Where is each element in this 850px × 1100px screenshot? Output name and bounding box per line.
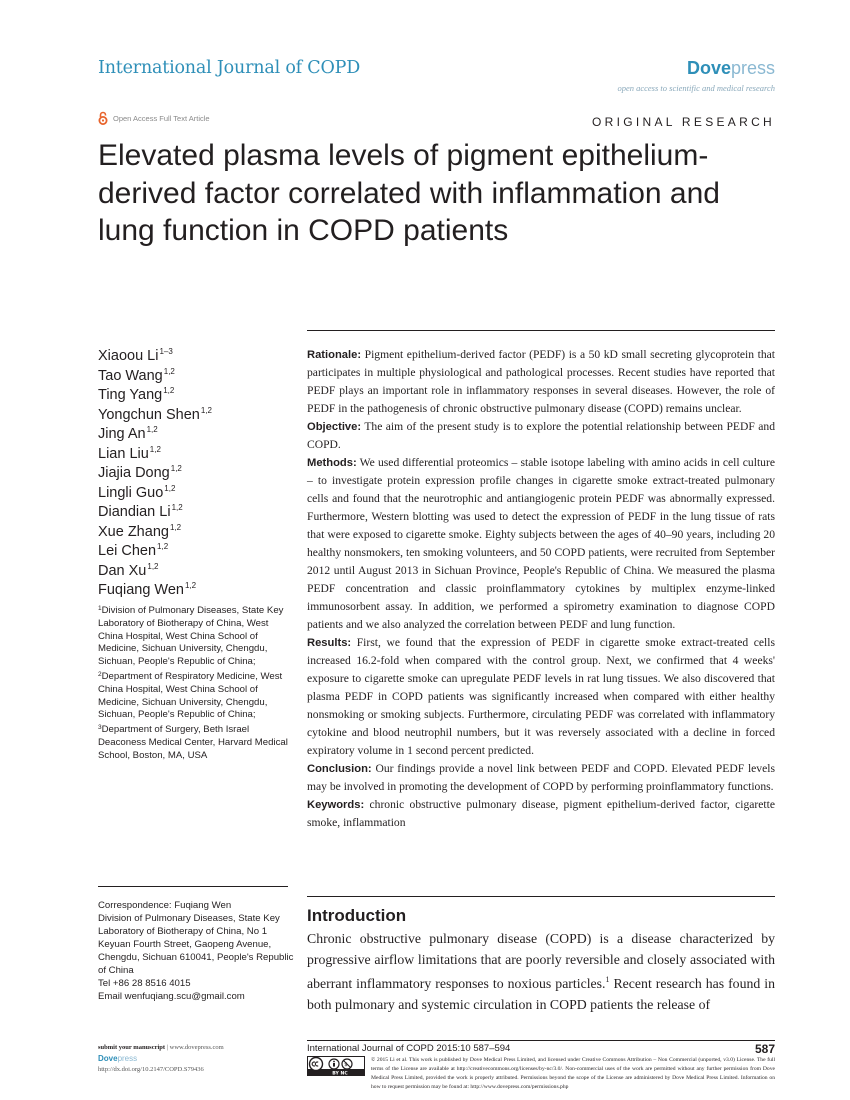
doi-link[interactable]: http://dx.doi.org/10.2147/COPD.S79436 bbox=[98, 1066, 204, 1073]
author-name: Dan Xu bbox=[98, 562, 147, 579]
abstract bbox=[307, 346, 775, 832]
article-title: Elevated plasma levels of pigment epithelium-derived factor correlated with inflammation and lung function in COPD patients bbox=[98, 139, 720, 247]
author-name: Yongchun Shen bbox=[98, 406, 200, 423]
author-affiliation-ref: 1,2 bbox=[147, 561, 159, 571]
affiliation-number: 2 bbox=[98, 670, 102, 678]
affiliation-block bbox=[98, 603, 296, 763]
affiliation-text: Department of Surgery, Beth Israel Deaconess Medical Center, Harvard Medical School, Boston, MA, USA bbox=[98, 724, 288, 761]
methods-label: Methods: bbox=[307, 457, 357, 469]
affiliations bbox=[98, 603, 296, 763]
affiliation-number: 3 bbox=[98, 724, 102, 732]
abstract-top-rule bbox=[307, 330, 775, 331]
author-name: Ting Yang bbox=[98, 387, 163, 403]
keywords-text: chronic obstructive pulmonary disease, pigment epithelium-derived factor, cigarette smoke, inflammation bbox=[307, 798, 775, 829]
submit-url[interactable]: www.dovepress.com bbox=[169, 1044, 224, 1051]
introduction-rule bbox=[307, 896, 775, 897]
results-text: First, we found that the expression of PEDF in cigarette smoke extract-treated cells increased 16.2-fold when compared with the control group. Next, we confirmed that 4 weeks' exposure to cigarette smoke can upregulate PEDF levels in rat lung tissues. We also discovered that plasma PEDF in COPD patients was significantly increased when compared with either healthy nonsmoking or smoking subjects. Furthermore, circulating PEDF was correlated with inflammatory cytokine and blood neutrophil numbers, but it was reversely associated with a decline in forced expiratory volume in 1 second percent predicted. bbox=[307, 636, 775, 757]
author-name: Diandian Li bbox=[98, 504, 171, 520]
intro-text-part: Chronic obstructive pulmonary disease (COPD) is a disease characterized by progressive airflow limitations that are poorly reversible and closely associated with aberrant inflammatory responses to noxious particles. bbox=[307, 931, 775, 991]
abstract-methods bbox=[307, 454, 775, 634]
introduction-heading: Introduction bbox=[307, 906, 407, 925]
correspondence-phone: Tel +86 28 8516 4015 bbox=[98, 978, 191, 989]
cc-badge-label: BY NC bbox=[332, 1071, 348, 1076]
creative-commons-icon[interactable] bbox=[307, 1056, 365, 1076]
affiliation-text: Department of Respiratory Medicine, West China Hospital, West China School of Medicine, Sichuan University, Chengdu, Sichuan, People's Republic of China; bbox=[98, 670, 283, 721]
author-name: Xiaoou Li bbox=[98, 348, 159, 364]
author-affiliation-ref: 1,2 bbox=[170, 464, 182, 473]
author-affiliation-ref: 1,2 bbox=[149, 444, 161, 454]
journal-citation: International Journal of COPD 2015:10 587–594 bbox=[307, 1043, 511, 1054]
affiliation-text: Division of Pulmonary Diseases, State Key Laboratory of Biotherapy of China, West China Hospital, West China School of Medicine, Sichuan University, Chengdu, Sichuan, People's Republic of China; bbox=[98, 605, 284, 668]
journal-name: International Journal of COPD bbox=[98, 58, 361, 78]
page-number: 587 bbox=[754, 1042, 775, 1056]
author-item bbox=[98, 362, 212, 382]
author-name: Lei Chen bbox=[98, 543, 157, 559]
footer-logo-press: press bbox=[117, 1054, 138, 1063]
methods-text: We used differential proteomics – stable isotope labeling with amino acids in cell culture – to investigate protein expression profile changes in cigarette smoke extract-treated pulmonary cells and found that the neurotrophic and antiangiogenic protein PEDF was abnormally expressed. Furthermore, Western blotting was used to detect the expression of PEDF in the lung tissue of rats that were exposed to cigarette smoke. Eighty subjects between the ages of 40–90 years, including 20 healthy nonsmokers, ten smoking volunteers, and 50 COPD patients, were recruited from September 2012 until August 2013 in Sichuan Province, People's Republic of China. We measured the plasma PEDF concentration and classic proinflammatory cytokines by multiplex enzyme-linked immunosorbent assay. In addition, we performed a spirometry examination to diagnose COPD patients and we also analyzed the correlation between PEDF and lung function. bbox=[307, 456, 775, 631]
publisher-tagline: open access to scientific and medical research bbox=[617, 83, 775, 93]
author-item bbox=[98, 479, 212, 499]
author-item bbox=[98, 440, 212, 460]
footer-rule bbox=[307, 1040, 775, 1041]
abstract-conclusion bbox=[307, 760, 775, 796]
author-affiliation-ref: 1,2 bbox=[184, 581, 197, 590]
svg-text:$: $ bbox=[344, 1062, 348, 1068]
affiliation-number: 1 bbox=[98, 605, 102, 612]
author-affiliation-ref: 1,2 bbox=[169, 522, 182, 532]
author-item bbox=[98, 342, 212, 362]
objective-label: Objective: bbox=[307, 421, 362, 433]
footer-logo-dove: Dove bbox=[98, 1054, 118, 1063]
open-access-lock-icon bbox=[98, 111, 108, 125]
conclusion-text: Our findings provide a novel link between PEDF and COPD. Elevated PEDF levels may be involved in promoting the development of COPD by performing proinflammatory functions. bbox=[307, 762, 775, 793]
abstract-rationale bbox=[307, 346, 775, 418]
logo-press: press bbox=[730, 58, 775, 78]
author-name: Jiajia Dong bbox=[98, 465, 170, 481]
author-item bbox=[98, 557, 212, 577]
correspondence-address: Division of Pulmonary Diseases, State Key Laboratory of Biotherapy of China, No 1 Keyuan Fourth Street, Gaopeng Avenue, Chengdu, Sichuan 610041, People's Republic of China bbox=[98, 913, 294, 976]
introduction-text bbox=[307, 929, 775, 1015]
abstract-objective bbox=[307, 418, 775, 454]
logo-dove: Dove bbox=[686, 58, 731, 78]
author-affiliation-ref: 1,2 bbox=[163, 366, 175, 376]
author-name: Xue Zhang bbox=[98, 523, 169, 540]
author-item bbox=[98, 381, 212, 401]
author-name: Fuqiang Wen bbox=[98, 582, 184, 598]
author-affiliation-ref: 1,2 bbox=[171, 503, 183, 512]
author-affiliation-ref: 1,2 bbox=[200, 405, 212, 415]
open-access-badge bbox=[98, 111, 210, 125]
author-item bbox=[98, 401, 212, 421]
abstract-keywords bbox=[307, 796, 775, 832]
submit-line bbox=[98, 1042, 224, 1053]
author-affiliation-ref: 1,2 bbox=[157, 542, 169, 551]
reference-citation[interactable]: 1 bbox=[605, 975, 610, 984]
correspondence bbox=[98, 899, 298, 1003]
author-affiliation-ref: 1,2 bbox=[163, 386, 175, 395]
submit-manuscript-block bbox=[98, 1042, 224, 1075]
author-affiliation-ref: 1,2 bbox=[146, 425, 158, 434]
rationale-text: Pigment epithelium-derived factor (PEDF) is a 50 kD small secreting glycoprotein that participates in multiple physiological and pathological processes. Recent studies have reported that PEDF plays an important role in inflammatory responses in several diseases. However, the role of PEDF in the pathogenesis of chronic obstructive pulmonary disease (COPD) remains unclear. bbox=[307, 348, 775, 415]
author-item bbox=[98, 537, 212, 557]
rationale-label: Rationale: bbox=[307, 349, 362, 361]
correspondence-email[interactable]: Email wenfuqiang.scu@gmail.com bbox=[98, 991, 245, 1002]
submit-separator: | bbox=[165, 1044, 170, 1051]
correspondence-rule bbox=[98, 886, 288, 887]
author-list bbox=[98, 342, 212, 596]
results-label: Results: bbox=[307, 637, 352, 649]
footer-dovepress-logo[interactable] bbox=[98, 1053, 224, 1064]
author-item bbox=[98, 576, 212, 596]
author-item bbox=[98, 498, 212, 518]
license-block bbox=[307, 1056, 775, 1092]
author-name: Jing An bbox=[98, 426, 146, 442]
author-item bbox=[98, 518, 212, 538]
article-type: ORIGINAL RESEARCH bbox=[591, 115, 775, 129]
conclusion-label: Conclusion: bbox=[307, 763, 372, 775]
dovepress-logo[interactable] bbox=[687, 58, 775, 79]
submit-label[interactable]: submit your manuscript bbox=[98, 1044, 166, 1051]
correspondence-name: Correspondence: Fuqiang Wen bbox=[98, 900, 232, 911]
author-name: Lian Liu bbox=[98, 445, 149, 462]
objective-text: The aim of the present study is to explore the potential relationship between PEDF and COPD. bbox=[307, 420, 775, 451]
abstract-results bbox=[307, 634, 775, 760]
license-text: © 2015 Li et al. This work is published by Dove Medical Press Limited, and licensed under Creative Commons Attribution – Non Commercial (unported, v3.0) License. The full terms of the License are available at http://creativecommons.org/licenses/by-nc/3.0/. Non-commercial uses of the work are permitted without any further permission from Dove Medical Press Limited, provided the work is properly attributed. Permissions beyond the scope of the License are administered by Dove Medical Press Limited. Information on how to request permission may be found at: http://www.dovepress.com/permissions.php bbox=[371, 1057, 775, 1090]
author-name: Lingli Guo bbox=[98, 484, 164, 501]
author-item bbox=[98, 459, 212, 479]
author-affiliation-ref: 1–3 bbox=[159, 347, 173, 356]
intro-text-part: Recent research has found in both pulmonary and systemic circulation in COPD patients the release of bbox=[307, 976, 775, 1012]
keywords-label: Keywords: bbox=[307, 799, 365, 811]
open-access-label: Open Access Full Text Article bbox=[113, 113, 210, 123]
author-affiliation-ref: 1,2 bbox=[164, 483, 176, 493]
author-name: Tao Wang bbox=[98, 367, 163, 384]
